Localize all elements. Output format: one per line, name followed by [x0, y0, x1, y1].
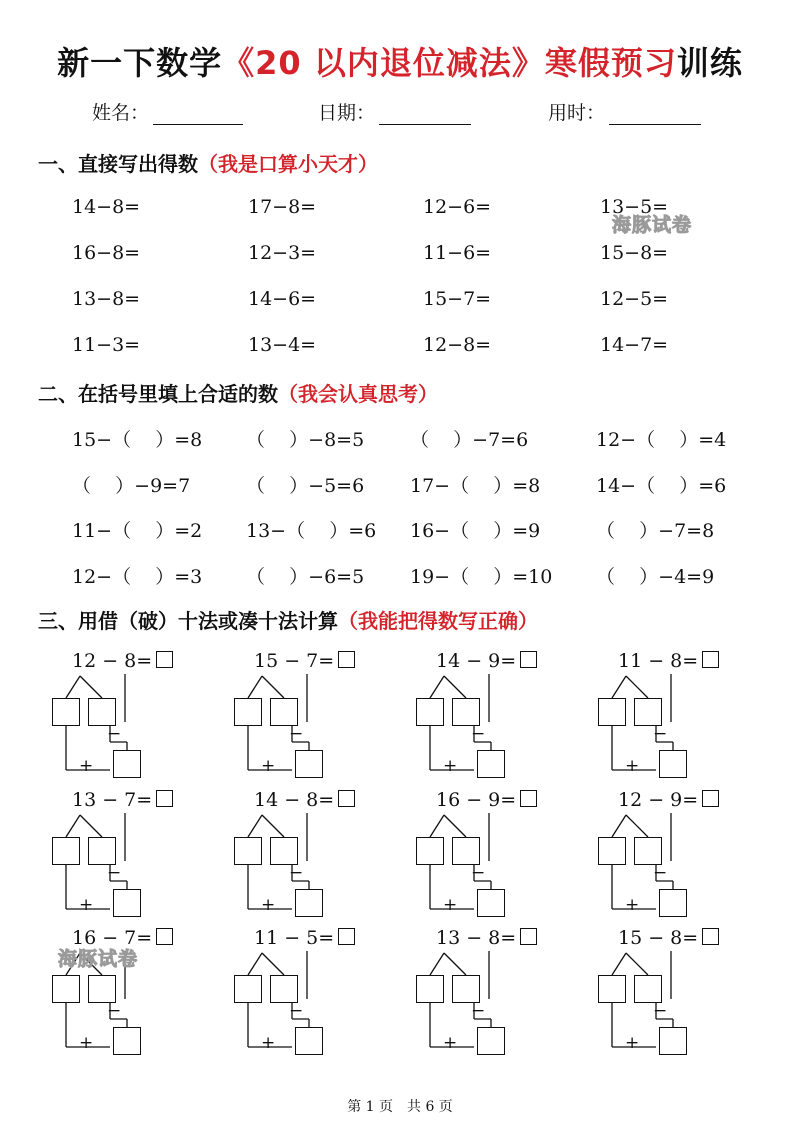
decompose-box-left[interactable]	[52, 975, 80, 1003]
plus-sign: +	[261, 895, 276, 915]
mental-math-problem: 12−3=	[248, 242, 317, 264]
answer-box[interactable]	[702, 651, 719, 668]
result-box[interactable]	[113, 750, 141, 778]
decompose-box-left[interactable]	[234, 975, 262, 1003]
mental-math-problem: 15−8=	[600, 242, 669, 264]
minus-sign: −	[107, 724, 122, 744]
connector-line	[248, 953, 262, 975]
result-box[interactable]	[659, 750, 687, 778]
connector-line	[262, 953, 284, 975]
answer-box[interactable]	[338, 790, 355, 807]
connector-line	[626, 953, 648, 975]
connector-line	[612, 676, 626, 698]
section2-title: 二、在括号里填上合适的数	[38, 382, 278, 406]
mental-math-problem: 14−6=	[248, 288, 317, 310]
mental-math-problem: 12−5=	[600, 288, 669, 310]
decomposition-equation	[72, 789, 173, 811]
decomposition-equation	[254, 789, 355, 811]
equation-text: 13 − 8=	[436, 927, 517, 949]
connector-line	[66, 676, 80, 698]
answer-box[interactable]	[156, 928, 173, 945]
decomposition-equation	[436, 650, 537, 672]
decompose-box-right[interactable]	[452, 698, 480, 726]
mental-math-problem: 14−8=	[72, 196, 141, 218]
decompose-box-left[interactable]	[416, 975, 444, 1003]
decompose-box-right[interactable]	[88, 837, 116, 865]
connector-line	[612, 953, 626, 975]
fill-blank-problem[interactable]: 19−（ ）=10	[410, 566, 553, 588]
fill-blank-problem[interactable]: （ ）−4=9	[596, 566, 715, 588]
fill-blank-problem[interactable]: 12−（ ）=3	[72, 566, 203, 588]
decompose-box-right[interactable]	[634, 698, 662, 726]
answer-box[interactable]	[702, 790, 719, 807]
mental-math-problem: 13−4=	[248, 334, 317, 356]
connector-line	[66, 815, 80, 837]
minus-sign: −	[653, 724, 668, 744]
watermark-top: 海豚试卷	[612, 214, 693, 236]
minus-sign: −	[289, 863, 304, 883]
plus-sign: +	[625, 895, 640, 915]
answer-box[interactable]	[338, 651, 355, 668]
answer-box[interactable]	[338, 928, 355, 945]
plus-sign: +	[79, 895, 94, 915]
fill-blank-problem[interactable]: 11−（ ）=2	[72, 520, 203, 542]
mental-math-problem: 12−8=	[423, 334, 492, 356]
fill-blank-problem[interactable]: （ ）−9=7	[72, 475, 191, 497]
decompose-box-right[interactable]	[270, 698, 298, 726]
minus-sign: −	[471, 724, 486, 744]
result-box[interactable]	[477, 1027, 505, 1055]
mental-math-problem: 14−7=	[600, 334, 669, 356]
fill-blank-problem[interactable]: 12−（ ）=4	[596, 429, 727, 451]
plus-sign: +	[625, 1033, 640, 1053]
decompose-box-right[interactable]	[452, 975, 480, 1003]
decomposition-equation	[436, 789, 537, 811]
minus-sign: −	[289, 1001, 304, 1021]
decompose-box-left[interactable]	[52, 837, 80, 865]
answer-box[interactable]	[520, 651, 537, 668]
decompose-box-left[interactable]	[598, 698, 626, 726]
minus-sign: −	[471, 863, 486, 883]
decomposition-equation	[254, 927, 355, 949]
decompose-box-left[interactable]	[416, 837, 444, 865]
decompose-box-left[interactable]	[234, 698, 262, 726]
plus-sign: +	[79, 1033, 94, 1053]
decomposition-equation	[618, 789, 719, 811]
decomposition-equation	[254, 650, 355, 672]
fill-blank-problem[interactable]: （ ）−5=6	[246, 475, 365, 497]
connector-line	[262, 815, 284, 837]
minus-sign: −	[471, 1001, 486, 1021]
decompose-box-right[interactable]	[88, 698, 116, 726]
section3-subtitle: （我能把得数写正确）	[338, 609, 538, 633]
time-label: 用时：	[548, 102, 606, 124]
decompose-box-right[interactable]	[452, 837, 480, 865]
plus-sign: +	[79, 756, 94, 776]
equation-text: 12 − 9=	[618, 789, 699, 811]
result-box[interactable]	[477, 750, 505, 778]
decomposition-equation	[72, 650, 173, 672]
connector-line	[444, 953, 466, 975]
decompose-box-left[interactable]	[416, 698, 444, 726]
plus-sign: +	[261, 1033, 276, 1053]
result-box[interactable]	[295, 750, 323, 778]
equation-text: 16 − 9=	[436, 789, 517, 811]
connector-line	[248, 676, 262, 698]
answer-box[interactable]	[520, 928, 537, 945]
decomposition-equation	[436, 927, 537, 949]
decompose-box-left[interactable]	[52, 698, 80, 726]
plus-sign: +	[625, 756, 640, 776]
answer-box[interactable]	[520, 790, 537, 807]
plus-sign: +	[443, 1033, 458, 1053]
fill-blank-problem[interactable]: 14−（ ）=6	[596, 475, 727, 497]
name-label: 姓名：	[92, 102, 150, 124]
decompose-box-right[interactable]	[270, 975, 298, 1003]
decompose-box-right[interactable]	[88, 975, 116, 1003]
connector-line	[80, 815, 102, 837]
result-box[interactable]	[113, 889, 141, 917]
fill-blank-problem[interactable]: （ ）−7=6	[410, 429, 529, 451]
fill-blank-problem[interactable]: （ ）−7=8	[596, 520, 715, 542]
connector-line	[248, 815, 262, 837]
result-box[interactable]	[477, 889, 505, 917]
decomposition-equation	[618, 927, 719, 949]
connector-line	[430, 953, 444, 975]
equation-text: 11 − 5=	[254, 927, 335, 949]
connector-line	[444, 815, 466, 837]
fill-blank-problem[interactable]: 16−（ ）=9	[410, 520, 541, 542]
connector-line	[430, 815, 444, 837]
equation-text: 12 − 8=	[72, 650, 153, 672]
equation-text: 16 − 7=	[72, 927, 153, 949]
answer-box[interactable]	[702, 928, 719, 945]
section2-subtitle: （我会认真思考）	[278, 382, 438, 406]
minus-sign: −	[107, 1001, 122, 1021]
section1-title: 一、直接写出得数	[38, 152, 198, 176]
mental-math-problem: 11−3=	[72, 334, 141, 356]
fill-blank-problem[interactable]: 15−（ ）=8	[72, 429, 203, 451]
equation-text: 11 − 8=	[618, 650, 699, 672]
title-highlight: 《20 以内退位减法》寒假预习	[222, 44, 677, 82]
mental-math-problem: 16−8=	[72, 242, 141, 264]
result-box[interactable]	[659, 889, 687, 917]
connector-line	[626, 815, 648, 837]
page-footer: 第 1 页 共 6 页	[347, 1099, 453, 1115]
result-box[interactable]	[295, 1027, 323, 1055]
connector-line	[430, 676, 444, 698]
title-suffix: 训练	[676, 44, 743, 82]
plus-sign: +	[443, 756, 458, 776]
equation-text: 15 − 7=	[254, 650, 335, 672]
result-box[interactable]	[659, 1027, 687, 1055]
decompose-box-left[interactable]	[598, 975, 626, 1003]
equation-text: 14 − 8=	[254, 789, 335, 811]
section1-subtitle: （我是口算小天才）	[198, 152, 378, 176]
answer-box[interactable]	[156, 790, 173, 807]
fill-blank-problem[interactable]: （ ）−6=5	[246, 566, 365, 588]
minus-sign: −	[289, 724, 304, 744]
fill-blank-problem[interactable]: 17−（ ）=8	[410, 475, 541, 497]
mental-math-problem: 15−7=	[423, 288, 492, 310]
mental-math-problem: 13−5=	[600, 196, 669, 218]
connector-line	[80, 676, 102, 698]
decomposition-equation	[618, 650, 719, 672]
connector-line	[444, 676, 466, 698]
watermark-bottom: 海豚试卷	[58, 948, 139, 970]
decompose-box-right[interactable]	[270, 837, 298, 865]
decompose-box-right[interactable]	[634, 837, 662, 865]
connector-line	[626, 676, 648, 698]
decompose-box-left[interactable]	[598, 837, 626, 865]
result-box[interactable]	[295, 889, 323, 917]
date-label: 日期：	[318, 102, 376, 124]
fill-blank-problem[interactable]: 13−（ ）=6	[246, 520, 377, 542]
title-prefix: 新一下数学	[57, 44, 223, 82]
decompose-box-right[interactable]	[634, 975, 662, 1003]
equation-text: 13 − 7=	[72, 789, 153, 811]
mental-math-problem: 12−6=	[423, 196, 492, 218]
mental-math-problem: 11−6=	[423, 242, 492, 264]
fill-blank-problem[interactable]: （ ）−8=5	[246, 429, 365, 451]
decompose-box-left[interactable]	[234, 837, 262, 865]
equation-text: 15 − 8=	[618, 927, 699, 949]
connector-line	[612, 815, 626, 837]
plus-sign: +	[261, 756, 276, 776]
answer-box[interactable]	[156, 651, 173, 668]
mental-math-problem: 17−8=	[248, 196, 317, 218]
minus-sign: −	[653, 863, 668, 883]
mental-math-problem: 13−8=	[72, 288, 141, 310]
plus-sign: +	[443, 895, 458, 915]
section3-title: 三、用借（破）十法或凑十法计算	[38, 609, 338, 633]
connector-line	[262, 676, 284, 698]
equation-text: 14 − 9=	[436, 650, 517, 672]
minus-sign: −	[653, 1001, 668, 1021]
result-box[interactable]	[113, 1027, 141, 1055]
minus-sign: −	[107, 863, 122, 883]
